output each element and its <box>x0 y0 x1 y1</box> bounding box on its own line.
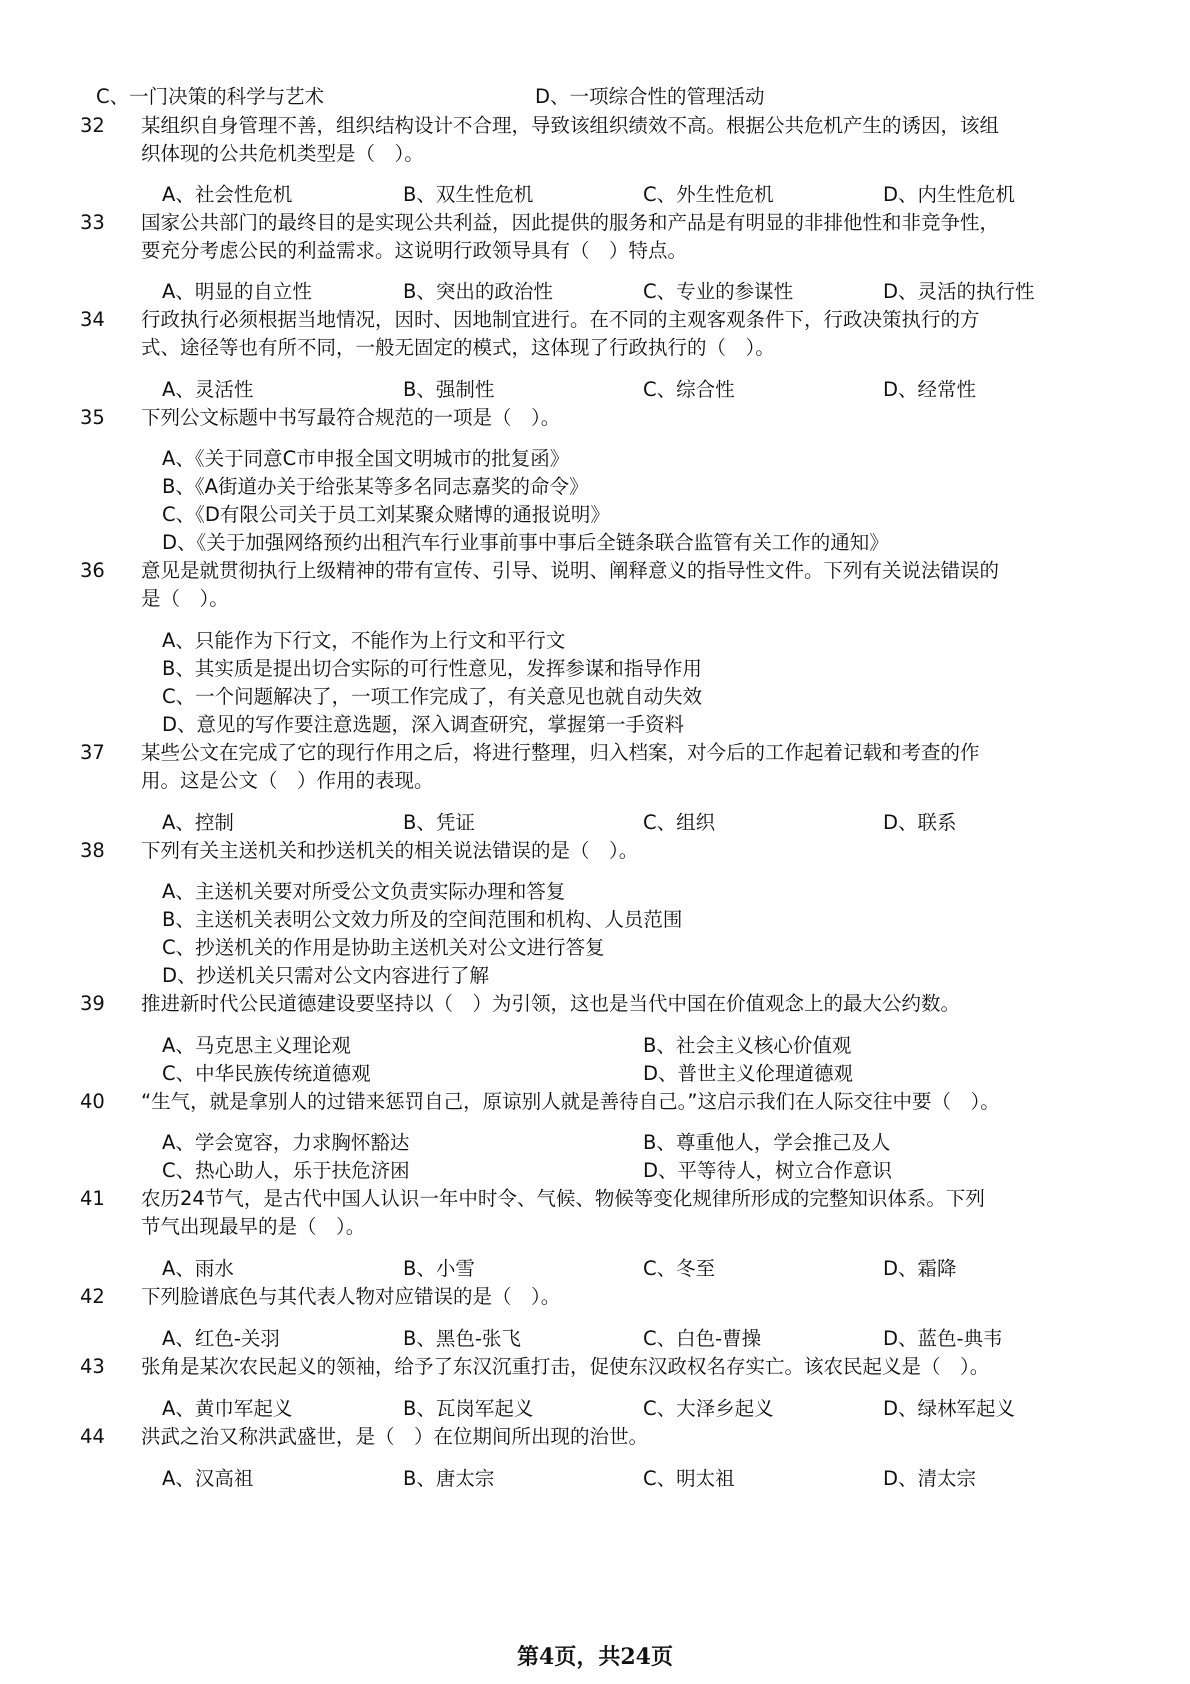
option-a: A、黄巾军起义 <box>162 1397 293 1420</box>
option-b: B、唐太宗 <box>403 1467 495 1490</box>
question-stem: 行政执行必须根据当地情况，因时、因地制宜进行。在不同的主观客观条件下，行政决策执行的方 <box>141 308 980 331</box>
question-number: 44 <box>80 1425 105 1448</box>
option-d: D、意见的写作要注意选题，深入调查研究，掌握第一手资料 <box>162 713 685 736</box>
question-stem: 用。这是公文（ ）作用的表现。 <box>141 769 434 792</box>
option-d: D、《关于加强网络预约出租汽车行业事前事中事后全链条联合监管有关工作的通知》 <box>162 531 889 554</box>
question-stem: 农历24节气，是古代中国人认识一年中时令、气候、物候等变化规律所形成的完整知识体系。下列 <box>141 1187 985 1210</box>
option-a: A、社会性危机 <box>162 183 293 206</box>
option-a: A、汉高祖 <box>162 1467 254 1490</box>
option-a: A、只能作为下行文，不能作为上行文和平行文 <box>162 629 566 652</box>
option-a: A、灵活性 <box>162 378 254 401</box>
question-stem: 推进新时代公民道德建设要坚持以（ ）为引领，这也是当代中国在价值观念上的最大公约数。 <box>141 992 961 1015</box>
option-d: D、平等待人，树立合作意识 <box>643 1159 893 1182</box>
option-c: C、综合性 <box>643 378 735 401</box>
option-a: A、明显的自立性 <box>162 280 312 303</box>
option-d: D、抄送机关只需对公文内容进行了解 <box>162 964 490 987</box>
option-c: C、《D有限公司关于员工刘某聚众赌博的通报说明》 <box>162 503 610 526</box>
question-stem: 某组织自身管理不善，组织结构设计不合理，导致该组织绩效不高。根据公共危机产生的诱因，该组 <box>141 114 1000 137</box>
option-a: A、马克思主义理论观 <box>162 1034 351 1057</box>
option-c: C、热心助人，乐于扶危济困 <box>162 1159 410 1182</box>
option-b: B、主送机关表明公文效力所及的空间范围和机构、人员范围 <box>162 908 683 931</box>
option-d: D、内生性危机 <box>883 183 1016 206</box>
question-stem: 下列有关主送机关和抄送机关的相关说法错误的是（ ）。 <box>141 839 639 862</box>
option-b: B、强制性 <box>403 378 495 401</box>
option-b: B、尊重他人，学会推己及人 <box>643 1131 891 1154</box>
option-a: A、控制 <box>162 811 234 834</box>
question-stem: 下列脸谱底色与其代表人物对应错误的是（ ）。 <box>141 1285 561 1308</box>
option-c: C、大泽乡起义 <box>643 1397 774 1420</box>
option-c: C、冬至 <box>643 1257 716 1280</box>
question-stem: 某些公文在完成了它的现行作用之后，将进行整理，归入档案，对今后的工作起着记载和考查的作 <box>141 741 980 764</box>
option-d: D、绿林军起义 <box>883 1397 1016 1420</box>
question-stem: 张角是某次农民起义的领袖，给予了东汉沉重打击，促使东汉政权名存实亡。该农民起义是（ ）。 <box>141 1355 990 1378</box>
option-b: B、《A街道办关于给张某等多名同志嘉奖的命令》 <box>162 475 589 498</box>
prev-option-d: D、一项综合性的管理活动 <box>535 85 765 108</box>
page-footer: 第4页，共24页 <box>517 1644 673 1670</box>
option-d: D、霜降 <box>883 1257 957 1280</box>
question-number: 34 <box>80 308 105 331</box>
question-number: 32 <box>80 114 105 137</box>
option-a: A、红色-关羽 <box>162 1327 280 1350</box>
option-d: D、普世主义伦理道德观 <box>643 1062 854 1085</box>
option-b: B、瓦岗军起义 <box>403 1397 534 1420</box>
option-c: C、明太祖 <box>643 1467 735 1490</box>
option-c: C、中华民族传统道德观 <box>162 1062 371 1085</box>
question-number: 42 <box>80 1285 105 1308</box>
question-stem: 洪武之治又称洪武盛世，是（ ）在位期间所出现的治世。 <box>141 1425 649 1448</box>
question-stem: 要充分考虑公民的利益需求。这说明行政领导具有（ ）特点。 <box>141 239 688 262</box>
question-stem: 节气出现最早的是（ ）。 <box>141 1215 366 1238</box>
option-a: A、雨水 <box>162 1257 234 1280</box>
question-stem: 是（ ）。 <box>141 587 229 610</box>
question-number: 36 <box>80 559 105 582</box>
option-d: D、清太宗 <box>883 1467 977 1490</box>
option-d: D、经常性 <box>883 378 977 401</box>
question-stem: “生气，就是拿别人的过错来惩罚自己，原谅别人就是善待自己。”这启示我们在人际交往中要（ ）。 <box>141 1090 1000 1113</box>
option-b: B、双生性危机 <box>403 183 534 206</box>
option-a: A、学会宽容，力求胸怀豁达 <box>162 1131 410 1154</box>
option-c: C、抄送机关的作用是协助主送机关对公文进行答复 <box>162 936 605 959</box>
prev-option-c: C、一门决策的科学与艺术 <box>96 85 325 108</box>
question-number: 38 <box>80 839 105 862</box>
question-number: 43 <box>80 1355 105 1378</box>
option-a: A、《关于同意C市申报全国文明城市的批复函》 <box>162 447 570 470</box>
option-d: D、蓝色-典韦 <box>883 1327 1003 1350</box>
option-b: B、其实质是提出切合实际的可行性意见，发挥参谋和指导作用 <box>162 657 702 680</box>
question-number: 35 <box>80 406 105 429</box>
question-number: 41 <box>80 1187 105 1210</box>
option-d: D、灵活的执行性 <box>883 280 1035 303</box>
option-b: B、社会主义核心价值观 <box>643 1034 852 1057</box>
question-number: 39 <box>80 992 105 1015</box>
option-b: B、黑色-张飞 <box>403 1327 521 1350</box>
question-stem: 国家公共部门的最终目的是实现公共利益，因此提供的服务和产品是有明显的非排他性和非竞争性， <box>141 211 1000 234</box>
option-d: D、联系 <box>883 811 957 834</box>
option-c: C、白色-曹操 <box>643 1327 762 1350</box>
option-b: B、凭证 <box>403 811 475 834</box>
question-number: 37 <box>80 741 105 764</box>
question-number: 33 <box>80 211 105 234</box>
option-b: B、突出的政治性 <box>403 280 553 303</box>
question-stem: 式、途径等也有所不同，一般无固定的模式，这体现了行政执行的（ ）。 <box>141 336 775 359</box>
option-c: C、专业的参谋性 <box>643 280 794 303</box>
question-number: 40 <box>80 1090 105 1113</box>
option-c: C、一个问题解决了，一项工作完成了，有关意见也就自动失效 <box>162 685 703 708</box>
question-stem: 下列公文标题中书写最符合规范的一项是（ ）。 <box>141 406 561 429</box>
option-a: A、主送机关要对所受公文负责实际办理和答复 <box>162 880 566 903</box>
option-c: C、组织 <box>643 811 716 834</box>
option-b: B、小雪 <box>403 1257 475 1280</box>
option-c: C、外生性危机 <box>643 183 774 206</box>
question-stem: 织体现的公共危机类型是（ ）。 <box>141 142 424 165</box>
question-stem: 意见是就贯彻执行上级精神的带有宣传、引导、说明、阐释意义的指导性文件。下列有关说法错误的 <box>141 559 1000 582</box>
